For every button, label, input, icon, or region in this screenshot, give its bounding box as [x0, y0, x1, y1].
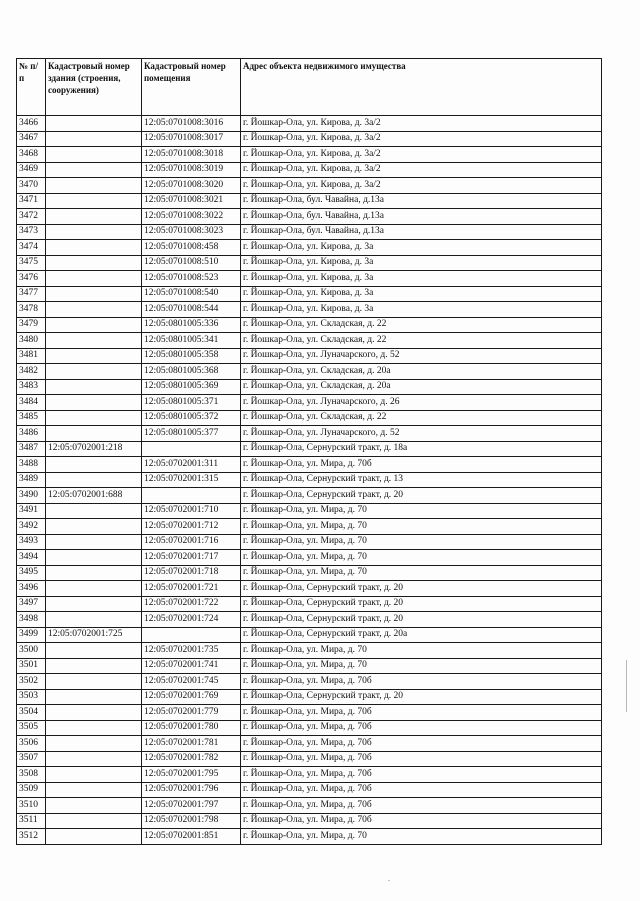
- table-row: [17, 147, 602, 163]
- address-cell: г. Йошкар-Ола, ул. Мира, д. 70б: [241, 813, 602, 829]
- table-row: [17, 627, 602, 643]
- row-number-cell: 3497: [17, 596, 46, 612]
- table-row: [17, 751, 602, 767]
- table-row: [17, 457, 602, 473]
- building-cadastral-cell: [46, 240, 142, 256]
- table-row: [17, 550, 602, 566]
- premises-cadastral-cell: 12:05:0702001:735: [142, 643, 241, 659]
- building-cadastral-cell: [46, 224, 142, 240]
- address-cell: г. Йошкар-Ола, ул. Мира, д. 70: [241, 534, 602, 550]
- premises-cadastral-cell: 12:05:0701008:458: [142, 240, 241, 256]
- row-number-cell: 3489: [17, 472, 46, 488]
- row-number-cell: 3504: [17, 705, 46, 721]
- row-number-cell: 3492: [17, 519, 46, 535]
- row-number-cell: 3471: [17, 193, 46, 209]
- table-row: [17, 581, 602, 597]
- header-property-address: Адрес объекта недвижимого имущества: [241, 59, 602, 116]
- row-number-cell: 3473: [17, 224, 46, 240]
- premises-cadastral-cell: 12:05:0701008:523: [142, 271, 241, 287]
- premises-cadastral-cell: 12:05:0701008:3017: [142, 131, 241, 147]
- premises-cadastral-cell: 12:05:0801005:371: [142, 395, 241, 411]
- premises-cadastral-cell: 12:05:0701008:3016: [142, 116, 241, 132]
- premises-cadastral-cell: 12:05:0702001:851: [142, 829, 241, 845]
- premises-cadastral-cell: 12:05:0801005:377: [142, 426, 241, 442]
- address-cell: г. Йошкар-Ола, ул. Кирова, д. 3а/2: [241, 162, 602, 178]
- address-cell: г. Йошкар-Ола, ул. Мира, д. 70: [241, 519, 602, 535]
- table-row: [17, 364, 602, 380]
- building-cadastral-cell: [46, 643, 142, 659]
- building-cadastral-cell: [46, 550, 142, 566]
- building-cadastral-cell: [46, 705, 142, 721]
- row-number-cell: 3481: [17, 348, 46, 364]
- row-number-cell: 3476: [17, 271, 46, 287]
- table-row: [17, 426, 602, 442]
- building-cadastral-cell: [46, 503, 142, 519]
- address-cell: г. Йошкар-Ола, ул. Кирова, д. 3а: [241, 302, 602, 318]
- building-cadastral-cell: [46, 348, 142, 364]
- premises-cadastral-cell: 12:05:0701008:3021: [142, 193, 241, 209]
- building-cadastral-cell: [46, 162, 142, 178]
- row-number-cell: 3498: [17, 612, 46, 628]
- table-row: [17, 302, 602, 318]
- premises-cadastral-cell: 12:05:0702001:795: [142, 767, 241, 783]
- premises-cadastral-cell: 12:05:0702001:722: [142, 596, 241, 612]
- building-cadastral-cell: [46, 410, 142, 426]
- building-cadastral-cell: [46, 813, 142, 829]
- premises-cadastral-cell: 12:05:0702001:780: [142, 720, 241, 736]
- building-cadastral-cell: [46, 317, 142, 333]
- building-cadastral-cell: [46, 147, 142, 163]
- address-cell: г. Йошкар-Ола, ул. Кирова, д. 3а/2: [241, 178, 602, 194]
- building-cadastral-cell: [46, 333, 142, 349]
- table-row: [17, 162, 602, 178]
- premises-cadastral-cell: 12:05:0702001:797: [142, 798, 241, 814]
- premises-cadastral-cell: 12:05:0702001:745: [142, 674, 241, 690]
- building-cadastral-cell: [46, 658, 142, 674]
- row-number-cell: 3488: [17, 457, 46, 473]
- row-number-cell: 3502: [17, 674, 46, 690]
- address-cell: г. Йошкар-Ола, ул. Мира, д. 70: [241, 565, 602, 581]
- table-row: [17, 348, 602, 364]
- address-cell: г. Йошкар-Ола, ул. Мира, д. 70: [241, 658, 602, 674]
- premises-cadastral-cell: 12:05:0702001:718: [142, 565, 241, 581]
- address-cell: г. Йошкар-Ола, Сернурский тракт, д. 20: [241, 689, 602, 705]
- table-row: [17, 534, 602, 550]
- premises-cadastral-cell: 12:05:0702001:712: [142, 519, 241, 535]
- row-number-cell: 3510: [17, 798, 46, 814]
- row-number-cell: 3483: [17, 379, 46, 395]
- table-row: [17, 317, 602, 333]
- building-cadastral-cell: [46, 581, 142, 597]
- table-row: [17, 596, 602, 612]
- table-row: [17, 224, 602, 240]
- table-row: [17, 379, 602, 395]
- premises-cadastral-cell: 12:05:0701008:3019: [142, 162, 241, 178]
- row-number-cell: 3470: [17, 178, 46, 194]
- address-cell: г. Йошкар-Ола, Сернурский тракт, д. 20: [241, 488, 602, 504]
- table-row: [17, 395, 602, 411]
- table-row: [17, 271, 602, 287]
- building-cadastral-cell: [46, 209, 142, 225]
- address-cell: г. Йошкар-Ола, ул. Луначарского, д. 52: [241, 348, 602, 364]
- address-cell: г. Йошкар-Ола, ул. Мира, д. 70б: [241, 720, 602, 736]
- building-cadastral-cell: [46, 720, 142, 736]
- header-row: [17, 59, 602, 116]
- row-number-cell: 3508: [17, 767, 46, 783]
- building-cadastral-cell: [46, 116, 142, 132]
- premises-cadastral-cell: 12:05:0702001:717: [142, 550, 241, 566]
- row-number-cell: 3479: [17, 317, 46, 333]
- table-row: [17, 333, 602, 349]
- table-row: [17, 813, 602, 829]
- building-cadastral-cell: [46, 736, 142, 752]
- row-number-cell: 3480: [17, 333, 46, 349]
- row-number-cell: 3487: [17, 441, 46, 457]
- building-cadastral-cell: [46, 364, 142, 380]
- building-cadastral-cell: [46, 519, 142, 535]
- premises-cadastral-cell: 12:05:0702001:315: [142, 472, 241, 488]
- header-row-number: № п/п: [17, 59, 46, 116]
- premises-cadastral-cell: 12:05:0701008:3023: [142, 224, 241, 240]
- address-cell: г. Йошкар-Ола, ул. Кирова, д. 3а/2: [241, 131, 602, 147]
- address-cell: г. Йошкар-Ола, бул. Чавайна, д.13а: [241, 224, 602, 240]
- address-cell: г. Йошкар-Ола, ул. Луначарского, д. 26: [241, 395, 602, 411]
- premises-cadastral-cell: 12:05:0702001:710: [142, 503, 241, 519]
- table-body: [17, 116, 602, 845]
- building-cadastral-cell: [46, 395, 142, 411]
- row-number-cell: 3501: [17, 658, 46, 674]
- building-cadastral-cell: [46, 782, 142, 798]
- row-number-cell: 3503: [17, 689, 46, 705]
- table-row: [17, 116, 602, 132]
- row-number-cell: 3475: [17, 255, 46, 271]
- building-cadastral-cell: [46, 178, 142, 194]
- header-building-cadastral-number: Кадастровый номер здания (строения, сооружения): [46, 59, 142, 116]
- building-cadastral-cell: [46, 472, 142, 488]
- premises-cadastral-cell: 12:05:0702001:721: [142, 581, 241, 597]
- row-number-cell: 3472: [17, 209, 46, 225]
- premises-cadastral-cell: 12:05:0702001:769: [142, 689, 241, 705]
- row-number-cell: 3507: [17, 751, 46, 767]
- table-row: [17, 643, 602, 659]
- address-cell: г. Йошкар-Ола, ул. Мира, д. 70б: [241, 767, 602, 783]
- row-number-cell: 3484: [17, 395, 46, 411]
- premises-cadastral-cell: 12:05:0801005:369: [142, 379, 241, 395]
- premises-cadastral-cell: 12:05:0701008:3020: [142, 178, 241, 194]
- address-cell: г. Йошкар-Ола, ул. Складская, д. 22: [241, 410, 602, 426]
- row-number-cell: 3486: [17, 426, 46, 442]
- building-cadastral-cell: 12:05:0702001:725: [46, 627, 142, 643]
- address-cell: г. Йошкар-Ола, ул. Кирова, д. 3а/2: [241, 147, 602, 163]
- row-number-cell: 3494: [17, 550, 46, 566]
- row-number-cell: 3467: [17, 131, 46, 147]
- address-cell: г. Йошкар-Ола, Сернурский тракт, д. 20: [241, 596, 602, 612]
- address-cell: г. Йошкар-Ола, ул. Мира, д. 70: [241, 829, 602, 845]
- building-cadastral-cell: [46, 286, 142, 302]
- row-number-cell: 3478: [17, 302, 46, 318]
- row-number-cell: 3493: [17, 534, 46, 550]
- table-row: [17, 565, 602, 581]
- premises-cadastral-cell: 12:05:0702001:724: [142, 612, 241, 628]
- premises-cadastral-cell: 12:05:0801005:358: [142, 348, 241, 364]
- row-number-cell: 3469: [17, 162, 46, 178]
- building-cadastral-cell: [46, 426, 142, 442]
- building-cadastral-cell: [46, 829, 142, 845]
- premises-cadastral-cell: 12:05:0801005:368: [142, 364, 241, 380]
- address-cell: г. Йошкар-Ола, ул. Мира, д. 70б: [241, 751, 602, 767]
- address-cell: г. Йошкар-Ола, Сернурский тракт, д. 18а: [241, 441, 602, 457]
- building-cadastral-cell: [46, 751, 142, 767]
- table-row: [17, 736, 602, 752]
- address-cell: г. Йошкар-Ола, Сернурский тракт, д. 13: [241, 472, 602, 488]
- row-number-cell: 3468: [17, 147, 46, 163]
- address-cell: г. Йошкар-Ола, Сернурский тракт, д. 20: [241, 581, 602, 597]
- table-row: [17, 441, 602, 457]
- table-row: [17, 503, 602, 519]
- table-row: [17, 410, 602, 426]
- property-registry-table: [16, 58, 602, 845]
- address-cell: г. Йошкар-Ола, ул. Луначарского, д. 52: [241, 426, 602, 442]
- table-row: [17, 519, 602, 535]
- table-row: [17, 131, 602, 147]
- table-row: [17, 612, 602, 628]
- premises-cadastral-cell: 12:05:0801005:336: [142, 317, 241, 333]
- premises-cadastral-cell: 12:05:0702001:796: [142, 782, 241, 798]
- premises-cadastral-cell: 12:05:0702001:781: [142, 736, 241, 752]
- address-cell: г. Йошкар-Ола, ул. Кирова, д. 3а: [241, 240, 602, 256]
- row-number-cell: 3477: [17, 286, 46, 302]
- address-cell: г. Йошкар-Ола, ул. Мира, д. 70б: [241, 736, 602, 752]
- row-number-cell: 3474: [17, 240, 46, 256]
- building-cadastral-cell: [46, 674, 142, 690]
- row-number-cell: 3485: [17, 410, 46, 426]
- table-row: [17, 209, 602, 225]
- building-cadastral-cell: [46, 612, 142, 628]
- building-cadastral-cell: [46, 565, 142, 581]
- address-cell: г. Йошкар-Ола, ул. Складская, д. 22: [241, 317, 602, 333]
- table-row: [17, 720, 602, 736]
- table-header: [17, 59, 602, 116]
- address-cell: г. Йошкар-Ола, бул. Чавайна, д.13а: [241, 193, 602, 209]
- premises-cadastral-cell: 12:05:0801005:341: [142, 333, 241, 349]
- address-cell: г. Йошкар-Ола, ул. Мира, д. 70б: [241, 798, 602, 814]
- table-row: [17, 782, 602, 798]
- premises-cadastral-cell: [142, 488, 241, 504]
- table-row: [17, 829, 602, 845]
- address-cell: г. Йошкар-Ола, ул. Мира, д. 70: [241, 550, 602, 566]
- row-number-cell: 3512: [17, 829, 46, 845]
- table-row: [17, 240, 602, 256]
- address-cell: г. Йошкар-Ола, ул. Складская, д. 20а: [241, 379, 602, 395]
- table-row: [17, 472, 602, 488]
- premises-cadastral-cell: [142, 627, 241, 643]
- premises-cadastral-cell: 12:05:0702001:716: [142, 534, 241, 550]
- premises-cadastral-cell: 12:05:0701008:544: [142, 302, 241, 318]
- building-cadastral-cell: [46, 689, 142, 705]
- address-cell: г. Йошкар-Ола, ул. Мира, д. 70: [241, 643, 602, 659]
- premises-cadastral-cell: [142, 441, 241, 457]
- row-number-cell: 3511: [17, 813, 46, 829]
- row-number-cell: 3500: [17, 643, 46, 659]
- address-cell: г. Йошкар-Ола, ул. Кирова, д. 3а: [241, 255, 602, 271]
- building-cadastral-cell: [46, 131, 142, 147]
- building-cadastral-cell: [46, 596, 142, 612]
- table-row: [17, 798, 602, 814]
- address-cell: г. Йошкар-Ола, ул. Кирова, д. 3а: [241, 271, 602, 287]
- building-cadastral-cell: [46, 193, 142, 209]
- building-cadastral-cell: [46, 798, 142, 814]
- premises-cadastral-cell: 12:05:0701008:510: [142, 255, 241, 271]
- table-row: [17, 286, 602, 302]
- building-cadastral-cell: [46, 379, 142, 395]
- table-row: [17, 255, 602, 271]
- building-cadastral-cell: [46, 457, 142, 473]
- address-cell: г. Йошкар-Ола, Сернурский тракт, д. 20: [241, 612, 602, 628]
- building-cadastral-cell: [46, 255, 142, 271]
- premises-cadastral-cell: 12:05:0701008:3018: [142, 147, 241, 163]
- premises-cadastral-cell: 12:05:0801005:372: [142, 410, 241, 426]
- table-row: [17, 674, 602, 690]
- address-cell: г. Йошкар-Ола, ул. Кирова, д. 3а/2: [241, 116, 602, 132]
- row-number-cell: 3495: [17, 565, 46, 581]
- premises-cadastral-cell: 12:05:0702001:798: [142, 813, 241, 829]
- row-number-cell: 3496: [17, 581, 46, 597]
- premises-cadastral-cell: 12:05:0702001:782: [142, 751, 241, 767]
- address-cell: г. Йошкар-Ола, Сернурский тракт, д. 20а: [241, 627, 602, 643]
- scan-speck: [388, 880, 390, 881]
- building-cadastral-cell: [46, 767, 142, 783]
- header-premises-cadastral-number: Кадастровый номер помещения: [142, 59, 241, 116]
- table-row: [17, 193, 602, 209]
- row-number-cell: 3509: [17, 782, 46, 798]
- row-number-cell: 3490: [17, 488, 46, 504]
- building-cadastral-cell: 12:05:0702001:218: [46, 441, 142, 457]
- row-number-cell: 3466: [17, 116, 46, 132]
- premises-cadastral-cell: 12:05:0701008:3022: [142, 209, 241, 225]
- premises-cadastral-cell: 12:05:0702001:311: [142, 457, 241, 473]
- address-cell: г. Йошкар-Ола, ул. Мира, д. 70б: [241, 457, 602, 473]
- table-row: [17, 488, 602, 504]
- premises-cadastral-cell: 12:05:0702001:779: [142, 705, 241, 721]
- row-number-cell: 3491: [17, 503, 46, 519]
- address-cell: г. Йошкар-Ола, бул. Чавайна, д.13а: [241, 209, 602, 225]
- table-row: [17, 689, 602, 705]
- table-row: [17, 705, 602, 721]
- address-cell: г. Йошкар-Ола, ул. Складская, д. 20а: [241, 364, 602, 380]
- premises-cadastral-cell: 12:05:0702001:741: [142, 658, 241, 674]
- premises-cadastral-cell: 12:05:0701008:540: [142, 286, 241, 302]
- address-cell: г. Йошкар-Ола, ул. Мира, д. 70: [241, 503, 602, 519]
- row-number-cell: 3506: [17, 736, 46, 752]
- row-number-cell: 3505: [17, 720, 46, 736]
- address-cell: г. Йошкар-Ола, ул. Мира, д. 70б: [241, 705, 602, 721]
- building-cadastral-cell: 12:05:0702001:688: [46, 488, 142, 504]
- table-row: [17, 767, 602, 783]
- scan-margin-mark: [626, 660, 627, 712]
- address-cell: г. Йошкар-Ола, ул. Мира, д. 70б: [241, 674, 602, 690]
- building-cadastral-cell: [46, 302, 142, 318]
- table-row: [17, 658, 602, 674]
- row-number-cell: 3499: [17, 627, 46, 643]
- address-cell: г. Йошкар-Ола, ул. Складская, д. 22: [241, 333, 602, 349]
- table-row: [17, 178, 602, 194]
- building-cadastral-cell: [46, 271, 142, 287]
- address-cell: г. Йошкар-Ола, ул. Мира, д. 70б: [241, 782, 602, 798]
- building-cadastral-cell: [46, 534, 142, 550]
- row-number-cell: 3482: [17, 364, 46, 380]
- address-cell: г. Йошкар-Ола, ул. Кирова, д. 3а: [241, 286, 602, 302]
